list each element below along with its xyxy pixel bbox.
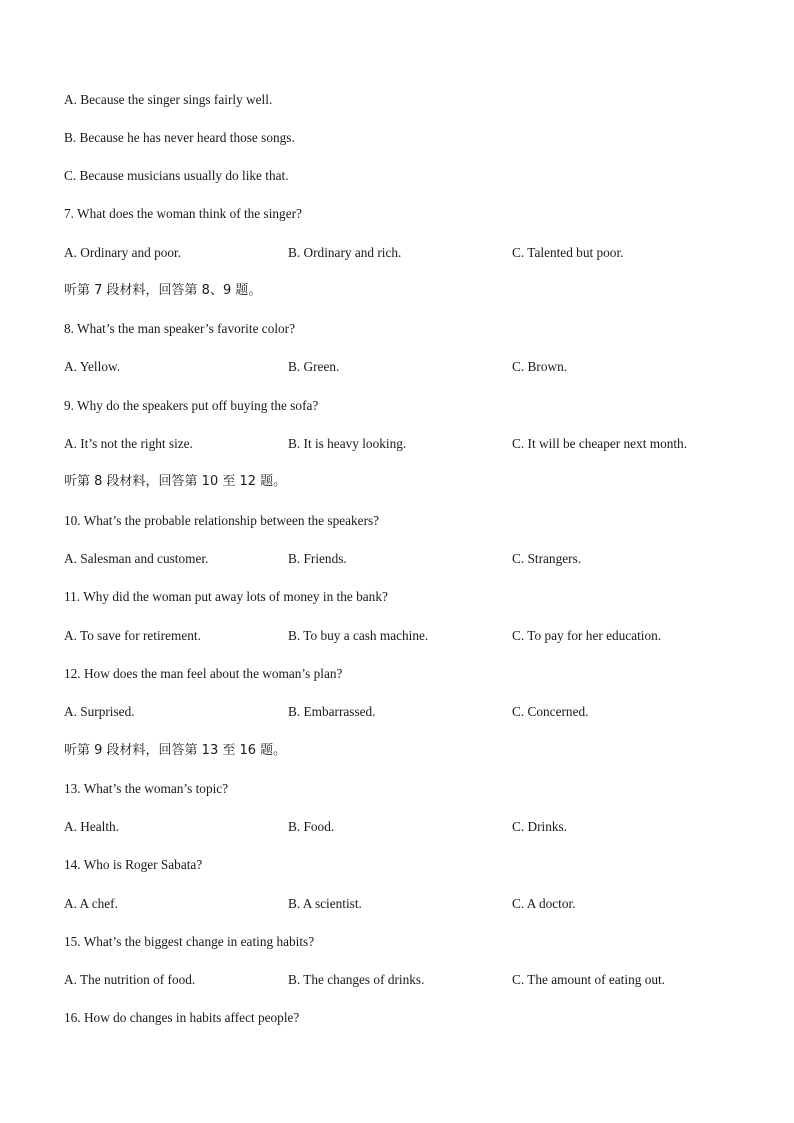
- q13-option-b: B. Food.: [288, 819, 335, 834]
- q11-option-b: B. To buy a cash machine.: [288, 628, 429, 643]
- q10-option-c: C. Strangers.: [512, 551, 582, 566]
- q6-option-c: C. Because musicians usually do like that.: [64, 168, 289, 183]
- q8-option-a: A. Yellow.: [64, 359, 121, 374]
- q10-option-b: B. Friends.: [288, 551, 347, 566]
- q12-option-b: B. Embarrassed.: [288, 704, 376, 719]
- q8-option-b: B. Green.: [288, 359, 340, 374]
- q6-option-a: A. Because the singer sings fairly well.: [64, 92, 273, 107]
- question-16: 16. How do changes in habits affect people?: [64, 1010, 300, 1025]
- q15-option-c: C. The amount of eating out.: [512, 972, 666, 987]
- question-12: 12. How does the man feel about the woman’s plan?: [64, 666, 343, 681]
- q10-option-a: A. Salesman and customer.: [64, 551, 209, 566]
- q15-option-a: A. The nutrition of food.: [64, 972, 196, 987]
- q11-option-c: C. To pay for her education.: [512, 628, 662, 643]
- section-heading-8: 听第 8 段材料，回答第 10 至 12 题。: [64, 474, 287, 489]
- q11-option-a: A. To save for retirement.: [64, 628, 201, 643]
- question-15: 15. What’s the biggest change in eating habits?: [64, 934, 315, 949]
- question-11: 11. Why did the woman put away lots of money in the bank?: [64, 589, 388, 604]
- q6-option-b: B. Because he has never heard those songs.: [64, 130, 295, 145]
- q12-option-a: A. Surprised.: [64, 704, 135, 719]
- question-7: 7. What does the woman think of the singer?: [64, 206, 302, 221]
- q15-option-b: B. The changes of drinks.: [288, 972, 425, 987]
- q8-option-c: C. Brown.: [512, 359, 568, 374]
- question-9: 9. Why do the speakers put off buying the sofa?: [64, 398, 319, 413]
- q12-option-c: C. Concerned.: [512, 704, 589, 719]
- q7-option-a: A. Ordinary and poor.: [64, 245, 182, 260]
- q13-option-a: A. Health.: [64, 819, 120, 834]
- question-10: 10. What’s the probable relationship between the speakers?: [64, 513, 380, 528]
- q7-option-b: B. Ordinary and rich.: [288, 245, 402, 260]
- q9-option-b: B. It is heavy looking.: [288, 436, 407, 451]
- q9-option-a: A. It’s not the right size.: [64, 436, 193, 451]
- q14-option-b: B. A scientist.: [288, 896, 362, 911]
- q14-option-a: A. A chef.: [64, 896, 118, 911]
- section-heading-7: 听第 7 段材料，回答第 8、9 题。: [64, 283, 262, 298]
- question-8: 8. What’s the man speaker’s favorite color?: [64, 321, 296, 336]
- section-heading-9: 听第 9 段材料，回答第 13 至 16 题。: [64, 743, 287, 758]
- q14-option-c: C. A doctor.: [512, 896, 576, 911]
- question-13: 13. What’s the woman’s topic?: [64, 781, 229, 796]
- q13-option-c: C. Drinks.: [512, 819, 568, 834]
- question-14: 14. Who is Roger Sabata?: [64, 857, 203, 872]
- q7-option-c: C. Talented but poor.: [512, 245, 624, 260]
- q9-option-c: C. It will be cheaper next month.: [512, 436, 688, 451]
